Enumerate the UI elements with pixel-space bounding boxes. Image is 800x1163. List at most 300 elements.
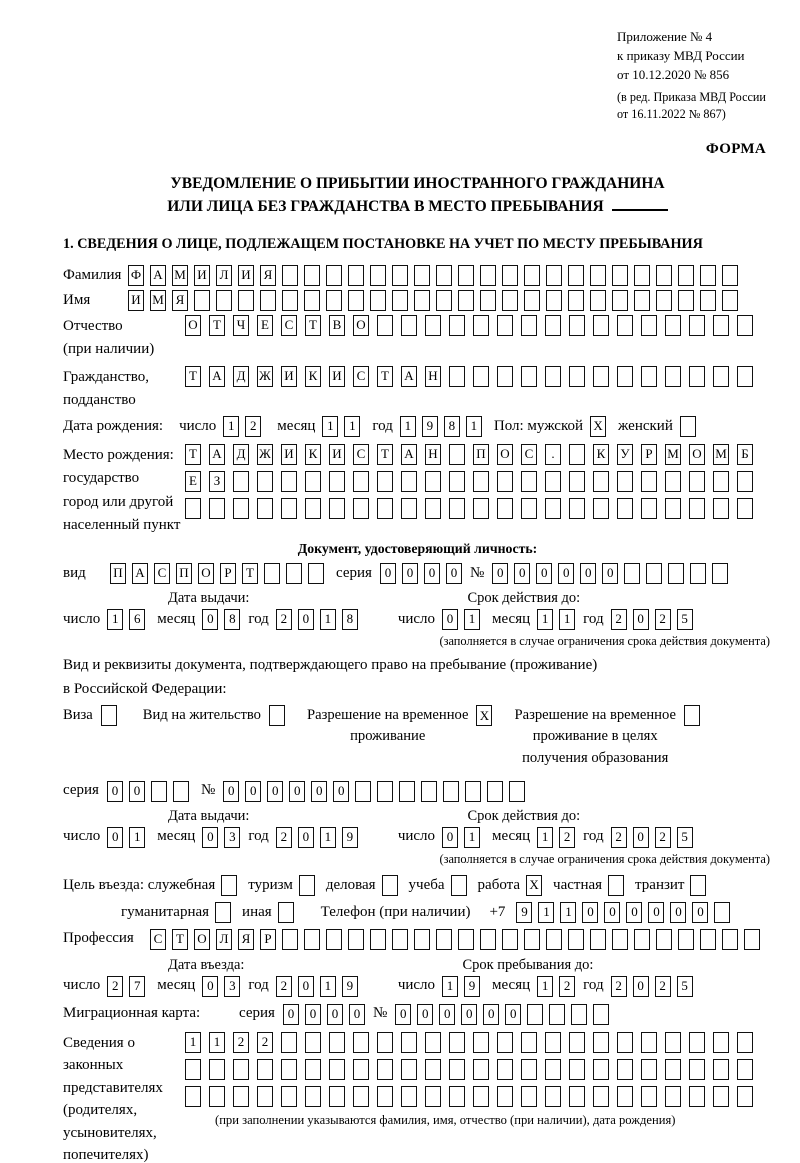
doc-kind-cell[interactable]: О: [198, 563, 214, 584]
name-cell[interactable]: [700, 290, 716, 311]
profession-cell[interactable]: О: [194, 929, 210, 950]
citizenship-cell[interactable]: [473, 366, 489, 387]
representatives-cell[interactable]: [209, 1059, 225, 1080]
profession-cell[interactable]: [480, 929, 496, 950]
birth-place-cell[interactable]: [593, 471, 609, 492]
name-cell[interactable]: [238, 290, 254, 311]
surname-cell[interactable]: Л: [216, 265, 232, 286]
profession-cell[interactable]: [414, 929, 430, 950]
residence-number-input[interactable]: [223, 781, 525, 802]
birth-place-cell[interactable]: [353, 498, 369, 519]
purpose-work-checkbox[interactable]: [526, 875, 542, 896]
representatives-cell[interactable]: [617, 1032, 633, 1053]
birth-place-cell[interactable]: [713, 498, 729, 519]
purpose-private-checkbox[interactable]: [608, 875, 624, 896]
birth-place-cell[interactable]: [665, 471, 681, 492]
name-cell[interactable]: [260, 290, 276, 311]
profession-cell[interactable]: [436, 929, 452, 950]
representatives-cell[interactable]: 2: [257, 1032, 273, 1053]
surname-cell[interactable]: [348, 265, 364, 286]
birth-place-cell[interactable]: [689, 498, 705, 519]
phone-cell[interactable]: 0: [670, 902, 686, 923]
representatives-cell[interactable]: [521, 1086, 537, 1107]
patronymic-cell[interactable]: [593, 315, 609, 336]
representatives-cell[interactable]: [545, 1032, 561, 1053]
representatives-cell[interactable]: [665, 1059, 681, 1080]
representatives-cell[interactable]: [737, 1086, 753, 1107]
name-cell[interactable]: [326, 290, 342, 311]
doc-number-cell[interactable]: 0: [536, 563, 552, 584]
entry-year[interactable]: [276, 976, 358, 997]
residence-series-cell[interactable]: 0: [107, 781, 123, 802]
surname-cell[interactable]: И: [238, 265, 254, 286]
purpose-transit-cell[interactable]: [690, 875, 706, 896]
profession-cell[interactable]: Л: [216, 929, 232, 950]
res-issue-month[interactable]: [202, 827, 240, 848]
purpose-business-cell[interactable]: [382, 875, 398, 896]
female-checkbox-cell[interactable]: [680, 416, 696, 437]
residence-number-cell[interactable]: [465, 781, 481, 802]
name-cell[interactable]: [282, 290, 298, 311]
doc-number-cell[interactable]: 0: [558, 563, 574, 584]
res-issue-year-cell[interactable]: 9: [342, 827, 358, 848]
representatives-cell[interactable]: [353, 1086, 369, 1107]
birth-place-cell[interactable]: [497, 471, 513, 492]
birth-place-row-2[interactable]: [185, 471, 753, 492]
migration-number-cell[interactable]: [571, 1004, 587, 1025]
migration-series-cell[interactable]: 0: [305, 1004, 321, 1025]
birth-place-cell[interactable]: [521, 498, 537, 519]
id-valid-year-cell[interactable]: 2: [611, 609, 627, 630]
profession-cell[interactable]: [502, 929, 518, 950]
representatives-cell[interactable]: [257, 1086, 273, 1107]
residence-number-cell[interactable]: 0: [311, 781, 327, 802]
birth-year-cell[interactable]: 1: [466, 416, 482, 437]
residence-permit-checkbox[interactable]: [269, 705, 285, 726]
residence-number-cell[interactable]: 0: [289, 781, 305, 802]
surname-cell[interactable]: [370, 265, 386, 286]
birth-place-cell[interactable]: [233, 498, 249, 519]
phone-cell[interactable]: 9: [516, 902, 532, 923]
citizenship-cell[interactable]: Т: [377, 366, 393, 387]
res-issue-day-cell[interactable]: 0: [107, 827, 123, 848]
representatives-cell[interactable]: [353, 1032, 369, 1053]
birth-month-cell[interactable]: 1: [344, 416, 360, 437]
doc-kind-cell[interactable]: [286, 563, 302, 584]
migration-number-cell[interactable]: 0: [417, 1004, 433, 1025]
representatives-cell[interactable]: [521, 1059, 537, 1080]
migration-number-cell[interactable]: [549, 1004, 565, 1025]
profession-cell[interactable]: [370, 929, 386, 950]
purpose-official-checkbox[interactable]: [221, 875, 237, 896]
citizenship-cell[interactable]: [737, 366, 753, 387]
birth-place-cell[interactable]: [281, 498, 297, 519]
phone-cell[interactable]: 0: [604, 902, 620, 923]
id-issue-month-cell[interactable]: 0: [202, 609, 218, 630]
profession-cell[interactable]: [590, 929, 606, 950]
doc-series-cell[interactable]: 0: [402, 563, 418, 584]
birth-day-input[interactable]: [223, 416, 261, 437]
profession-cell[interactable]: Р: [260, 929, 276, 950]
birth-place-cell[interactable]: [545, 471, 561, 492]
patronymic-cell[interactable]: О: [185, 315, 201, 336]
migration-number-cell[interactable]: 0: [395, 1004, 411, 1025]
representatives-cell[interactable]: [545, 1059, 561, 1080]
res-issue-year-cell[interactable]: 0: [298, 827, 314, 848]
residence-permit-checkbox-cell[interactable]: [269, 705, 285, 726]
birth-place-cell[interactable]: [545, 498, 561, 519]
stay-year-cell[interactable]: 2: [655, 976, 671, 997]
representatives-cell[interactable]: [497, 1059, 513, 1080]
birth-year-cell[interactable]: 1: [400, 416, 416, 437]
birth-place-cell[interactable]: [305, 498, 321, 519]
birth-place-cell[interactable]: К: [593, 444, 609, 465]
residence-number-cell[interactable]: 0: [245, 781, 261, 802]
res-valid-month-cell[interactable]: 2: [559, 827, 575, 848]
surname-cell[interactable]: [612, 265, 628, 286]
birth-place-cell[interactable]: [449, 444, 465, 465]
birth-place-cell[interactable]: Н: [425, 444, 441, 465]
purpose-tourism-cell[interactable]: [299, 875, 315, 896]
birth-place-cell[interactable]: М: [665, 444, 681, 465]
name-cell[interactable]: [502, 290, 518, 311]
profession-cell[interactable]: [744, 929, 760, 950]
representatives-cell[interactable]: [569, 1059, 585, 1080]
res-valid-year-cell[interactable]: 2: [611, 827, 627, 848]
doc-number-input[interactable]: [492, 563, 728, 584]
patronymic-cell[interactable]: [737, 315, 753, 336]
name-cell[interactable]: М: [150, 290, 166, 311]
purpose-business-checkbox[interactable]: [382, 875, 398, 896]
surname-cell[interactable]: [436, 265, 452, 286]
migration-number-cell[interactable]: 0: [461, 1004, 477, 1025]
entry-month[interactable]: [202, 976, 240, 997]
citizenship-cell[interactable]: [641, 366, 657, 387]
phone-cell[interactable]: [714, 902, 730, 923]
id-issue-day-cell[interactable]: 6: [129, 609, 145, 630]
birth-place-cell[interactable]: [425, 471, 441, 492]
representatives-cell[interactable]: [617, 1086, 633, 1107]
temp-residence-edu-checkbox-cell[interactable]: [684, 705, 700, 726]
surname-cell[interactable]: [282, 265, 298, 286]
res-issue-day[interactable]: [107, 827, 145, 848]
migration-series-cell[interactable]: 0: [327, 1004, 343, 1025]
representatives-cell[interactable]: [641, 1086, 657, 1107]
birth-place-cell[interactable]: С: [521, 444, 537, 465]
birth-year-cell[interactable]: 9: [422, 416, 438, 437]
res-issue-month-cell[interactable]: 3: [224, 827, 240, 848]
citizenship-cell[interactable]: [521, 366, 537, 387]
patronymic-cell[interactable]: [617, 315, 633, 336]
representatives-cell[interactable]: [713, 1086, 729, 1107]
doc-kind-cell[interactable]: Р: [220, 563, 236, 584]
representatives-cell[interactable]: 1: [209, 1032, 225, 1053]
representatives-cell[interactable]: [689, 1086, 705, 1107]
representatives-cell[interactable]: [329, 1059, 345, 1080]
migration-number-cell[interactable]: 0: [439, 1004, 455, 1025]
birth-place-cell[interactable]: И: [281, 444, 297, 465]
citizenship-cell[interactable]: С: [353, 366, 369, 387]
birth-place-cell[interactable]: [569, 444, 585, 465]
stay-day-cell[interactable]: 1: [442, 976, 458, 997]
res-valid-month-cell[interactable]: 1: [537, 827, 553, 848]
representatives-cell[interactable]: [665, 1032, 681, 1053]
birth-place-cell[interactable]: Р: [641, 444, 657, 465]
birth-place-cell[interactable]: О: [689, 444, 705, 465]
surname-cell[interactable]: И: [194, 265, 210, 286]
name-cell[interactable]: [612, 290, 628, 311]
representatives-cell[interactable]: [233, 1059, 249, 1080]
entry-month-cell[interactable]: 3: [224, 976, 240, 997]
citizenship-cell[interactable]: К: [305, 366, 321, 387]
surname-cell[interactable]: М: [172, 265, 188, 286]
representatives-cell[interactable]: [305, 1059, 321, 1080]
residence-number-cell[interactable]: [399, 781, 415, 802]
name-cell[interactable]: [458, 290, 474, 311]
id-issue-year-cell[interactable]: 0: [298, 609, 314, 630]
res-valid-year-cell[interactable]: 0: [633, 827, 649, 848]
birth-month-input[interactable]: [322, 416, 360, 437]
representatives-cell[interactable]: [473, 1059, 489, 1080]
res-issue-year-cell[interactable]: 2: [276, 827, 292, 848]
patronymic-cell[interactable]: [641, 315, 657, 336]
temp-residence-checkbox-cell[interactable]: X: [476, 705, 492, 726]
doc-series-cell[interactable]: 0: [424, 563, 440, 584]
stay-year-cell[interactable]: 2: [611, 976, 627, 997]
representatives-cell[interactable]: [569, 1086, 585, 1107]
birth-place-cell[interactable]: Ж: [257, 444, 273, 465]
doc-kind-input[interactable]: [110, 563, 324, 584]
id-issue-day-cell[interactable]: 1: [107, 609, 123, 630]
profession-cell[interactable]: [568, 929, 584, 950]
patronymic-cell[interactable]: [665, 315, 681, 336]
patronymic-cell[interactable]: [569, 315, 585, 336]
representatives-cell[interactable]: [641, 1032, 657, 1053]
residence-number-cell[interactable]: 0: [333, 781, 349, 802]
birth-place-cell[interactable]: [449, 471, 465, 492]
birth-place-cell[interactable]: [329, 471, 345, 492]
residence-number-cell[interactable]: 0: [223, 781, 239, 802]
birth-day-cell[interactable]: 2: [245, 416, 261, 437]
res-issue-day-cell[interactable]: 1: [129, 827, 145, 848]
birth-month-cell[interactable]: 1: [322, 416, 338, 437]
representatives-cell[interactable]: [689, 1059, 705, 1080]
temp-residence-checkbox[interactable]: [476, 705, 492, 726]
representatives-cell[interactable]: [713, 1032, 729, 1053]
representatives-cell[interactable]: [713, 1059, 729, 1080]
representatives-cell[interactable]: [425, 1086, 441, 1107]
surname-cell[interactable]: [524, 265, 540, 286]
patronymic-cell[interactable]: С: [281, 315, 297, 336]
birth-place-cell[interactable]: [233, 471, 249, 492]
id-valid-day-cell[interactable]: 1: [464, 609, 480, 630]
birth-place-cell[interactable]: [521, 471, 537, 492]
birth-place-row-1[interactable]: [185, 444, 753, 465]
purpose-humanitarian-cell[interactable]: [215, 902, 231, 923]
residence-number-cell[interactable]: [487, 781, 503, 802]
phone-cell[interactable]: 0: [582, 902, 598, 923]
representatives-cell[interactable]: [305, 1086, 321, 1107]
birth-place-cell[interactable]: [377, 471, 393, 492]
birth-place-cell[interactable]: Т: [185, 444, 201, 465]
birth-day-cell[interactable]: 1: [223, 416, 239, 437]
name-cell[interactable]: [304, 290, 320, 311]
purpose-work-cell[interactable]: X: [526, 875, 542, 896]
purpose-humanitarian-checkbox[interactable]: [215, 902, 231, 923]
birth-place-cell[interactable]: [569, 471, 585, 492]
patronymic-cell[interactable]: [545, 315, 561, 336]
purpose-study-checkbox[interactable]: [451, 875, 467, 896]
doc-number-cell[interactable]: [712, 563, 728, 584]
profession-cell[interactable]: [326, 929, 342, 950]
representatives-cell[interactable]: [593, 1032, 609, 1053]
id-issue-year-cell[interactable]: 8: [342, 609, 358, 630]
purpose-private-cell[interactable]: [608, 875, 624, 896]
birth-place-cell[interactable]: [377, 498, 393, 519]
residence-number-cell[interactable]: [377, 781, 393, 802]
birth-place-cell[interactable]: [353, 471, 369, 492]
representatives-cell[interactable]: [209, 1086, 225, 1107]
res-valid-year-cell[interactable]: 2: [655, 827, 671, 848]
citizenship-cell[interactable]: [497, 366, 513, 387]
representatives-cell[interactable]: [737, 1059, 753, 1080]
stay-year[interactable]: [611, 976, 693, 997]
citizenship-cell[interactable]: [713, 366, 729, 387]
citizenship-cell[interactable]: [569, 366, 585, 387]
doc-number-cell[interactable]: 0: [602, 563, 618, 584]
surname-cell[interactable]: [414, 265, 430, 286]
entry-year-cell[interactable]: 1: [320, 976, 336, 997]
phone-cell[interactable]: 1: [538, 902, 554, 923]
patronymic-cell[interactable]: [401, 315, 417, 336]
representatives-cell[interactable]: [569, 1032, 585, 1053]
entry-year-cell[interactable]: 0: [298, 976, 314, 997]
residence-number-cell[interactable]: [443, 781, 459, 802]
id-valid-year-cell[interactable]: 5: [677, 609, 693, 630]
profession-cell[interactable]: [700, 929, 716, 950]
res-valid-year-cell[interactable]: 5: [677, 827, 693, 848]
id-valid-day[interactable]: [442, 609, 480, 630]
entry-day[interactable]: [107, 976, 145, 997]
residence-number-cell[interactable]: [421, 781, 437, 802]
name-cell[interactable]: [480, 290, 496, 311]
birth-place-cell[interactable]: [209, 498, 225, 519]
entry-day-cell[interactable]: 7: [129, 976, 145, 997]
birth-place-cell[interactable]: Д: [233, 444, 249, 465]
surname-input[interactable]: [128, 265, 738, 286]
birth-place-cell[interactable]: .: [545, 444, 561, 465]
surname-cell[interactable]: [678, 265, 694, 286]
id-valid-day-cell[interactable]: 0: [442, 609, 458, 630]
representatives-cell[interactable]: [353, 1059, 369, 1080]
birth-place-cell[interactable]: С: [353, 444, 369, 465]
birth-place-cell[interactable]: [689, 471, 705, 492]
stay-day-cell[interactable]: 9: [464, 976, 480, 997]
citizenship-cell[interactable]: А: [401, 366, 417, 387]
representatives-cell[interactable]: [401, 1059, 417, 1080]
patronymic-cell[interactable]: [497, 315, 513, 336]
residence-number-cell[interactable]: [509, 781, 525, 802]
name-cell[interactable]: [524, 290, 540, 311]
representatives-cell[interactable]: [233, 1086, 249, 1107]
representatives-cell[interactable]: [401, 1032, 417, 1053]
surname-cell[interactable]: [722, 265, 738, 286]
profession-cell[interactable]: [656, 929, 672, 950]
birth-place-cell[interactable]: [617, 471, 633, 492]
name-cell[interactable]: [216, 290, 232, 311]
doc-number-cell[interactable]: [668, 563, 684, 584]
representatives-cell[interactable]: [497, 1032, 513, 1053]
birth-place-cell[interactable]: А: [209, 444, 225, 465]
profession-cell[interactable]: [634, 929, 650, 950]
representatives-cell[interactable]: [521, 1032, 537, 1053]
doc-kind-cell[interactable]: Т: [242, 563, 258, 584]
profession-cell[interactable]: [524, 929, 540, 950]
profession-cell[interactable]: [612, 929, 628, 950]
representatives-cell[interactable]: [473, 1032, 489, 1053]
representatives-cell[interactable]: [593, 1086, 609, 1107]
citizenship-cell[interactable]: И: [281, 366, 297, 387]
migration-number-cell[interactable]: [527, 1004, 543, 1025]
patronymic-cell[interactable]: [449, 315, 465, 336]
name-cell[interactable]: [546, 290, 562, 311]
representatives-cell[interactable]: [449, 1086, 465, 1107]
stay-month-cell[interactable]: 1: [537, 976, 553, 997]
stay-day[interactable]: [442, 976, 480, 997]
name-cell[interactable]: [568, 290, 584, 311]
id-issue-month-cell[interactable]: 8: [224, 609, 240, 630]
profession-cell[interactable]: С: [150, 929, 166, 950]
representatives-cell[interactable]: [305, 1032, 321, 1053]
name-cell[interactable]: Я: [172, 290, 188, 311]
id-issue-month[interactable]: [202, 609, 240, 630]
stay-year-cell[interactable]: 0: [633, 976, 649, 997]
stay-month-cell[interactable]: 2: [559, 976, 575, 997]
doc-number-cell[interactable]: [690, 563, 706, 584]
id-valid-year-cell[interactable]: 2: [655, 609, 671, 630]
temp-residence-edu-checkbox[interactable]: [684, 705, 700, 726]
patronymic-cell[interactable]: О: [353, 315, 369, 336]
surname-cell[interactable]: [634, 265, 650, 286]
birth-place-cell[interactable]: [617, 498, 633, 519]
id-issue-day[interactable]: [107, 609, 145, 630]
citizenship-cell[interactable]: Д: [233, 366, 249, 387]
phone-cell[interactable]: 0: [626, 902, 642, 923]
name-cell[interactable]: [348, 290, 364, 311]
surname-cell[interactable]: [458, 265, 474, 286]
residence-series-input[interactable]: [107, 781, 189, 802]
birth-year-input[interactable]: [400, 416, 482, 437]
representatives-cell[interactable]: [377, 1086, 393, 1107]
migration-number-cell[interactable]: [593, 1004, 609, 1025]
doc-series-cell[interactable]: 0: [380, 563, 396, 584]
res-issue-year-cell[interactable]: 1: [320, 827, 336, 848]
doc-number-cell[interactable]: 0: [492, 563, 508, 584]
citizenship-cell[interactable]: И: [329, 366, 345, 387]
birth-place-cell[interactable]: [449, 498, 465, 519]
representatives-cell[interactable]: [377, 1032, 393, 1053]
surname-cell[interactable]: [546, 265, 562, 286]
citizenship-input[interactable]: [185, 366, 753, 387]
stay-month[interactable]: [537, 976, 575, 997]
surname-cell[interactable]: [700, 265, 716, 286]
residence-series-cell[interactable]: [173, 781, 189, 802]
birth-place-cell[interactable]: У: [617, 444, 633, 465]
birth-place-cell[interactable]: [473, 471, 489, 492]
birth-place-cell[interactable]: [713, 471, 729, 492]
doc-kind-cell[interactable]: А: [132, 563, 148, 584]
representatives-cell[interactable]: [281, 1059, 297, 1080]
